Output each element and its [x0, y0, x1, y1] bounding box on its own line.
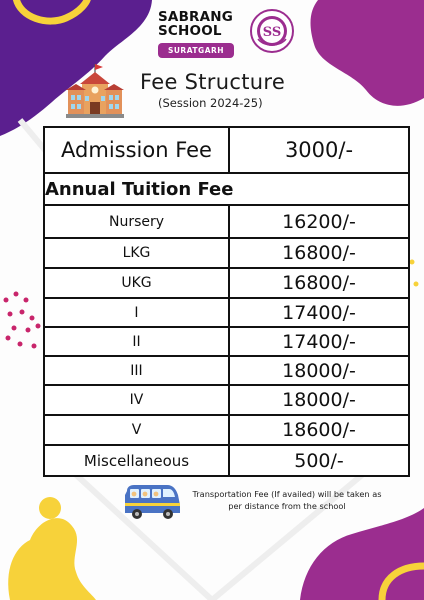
purple-blob-bottom-right [300, 508, 424, 600]
table-row [44, 415, 409, 445]
table-row [44, 385, 409, 415]
class-name: III [44, 356, 229, 385]
transport-note: Transportation Fee (If availed) will be taken as per distance from the school [192, 489, 382, 511]
table-row [44, 356, 409, 385]
class-name: IV [44, 385, 229, 415]
class-fee: 18000/- [229, 356, 409, 385]
school-bus-icon [123, 483, 181, 521]
miscellaneous-label: Miscellaneous [44, 445, 229, 476]
admission-fee-row [44, 127, 409, 173]
purple-blob-top-right [311, 0, 424, 106]
tuition-heading: Annual Tuition Fee [44, 173, 409, 205]
admission-fee-label: Admission Fee [44, 127, 229, 173]
table-row [44, 205, 409, 238]
table-row [44, 298, 409, 327]
miscellaneous-amount: 500/- [229, 445, 409, 476]
table-row [44, 268, 409, 298]
school-logo-emblem [250, 9, 294, 53]
class-fee: 17400/- [229, 298, 409, 327]
table-row [44, 327, 409, 356]
page-title: Fee Structure [140, 70, 286, 94]
class-fee: 18600/- [229, 415, 409, 445]
yellow-dot-bottom [39, 497, 61, 519]
school-name [158, 10, 258, 38]
class-fee: 16200/- [229, 205, 409, 238]
fee-table [43, 126, 410, 477]
class-name: I [44, 298, 229, 327]
pink-dots-left [4, 292, 41, 349]
location-badge: SURATGARH [158, 43, 234, 58]
school-name-line2: SCHOOL [158, 23, 222, 39]
class-name: Nursery [44, 205, 229, 238]
school-name-line1: SABRANG [158, 9, 234, 25]
logo-initials: SS [262, 25, 282, 40]
class-fee: 16800/- [229, 268, 409, 298]
session-subtitle: (Session 2024-25) [158, 96, 263, 110]
class-fee: 18000/- [229, 385, 409, 415]
table-row [44, 238, 409, 268]
class-fee: 16800/- [229, 238, 409, 268]
class-name: LKG [44, 238, 229, 268]
class-name: UKG [44, 268, 229, 298]
tuition-heading-row [44, 173, 409, 205]
admission-fee-amount: 3000/- [229, 127, 409, 173]
yellow-blob-bottom-left [8, 518, 96, 600]
class-name: II [44, 327, 229, 356]
class-fee: 17400/- [229, 327, 409, 356]
class-name: V [44, 415, 229, 445]
miscellaneous-row [44, 445, 409, 476]
school-building-icon [66, 62, 124, 120]
